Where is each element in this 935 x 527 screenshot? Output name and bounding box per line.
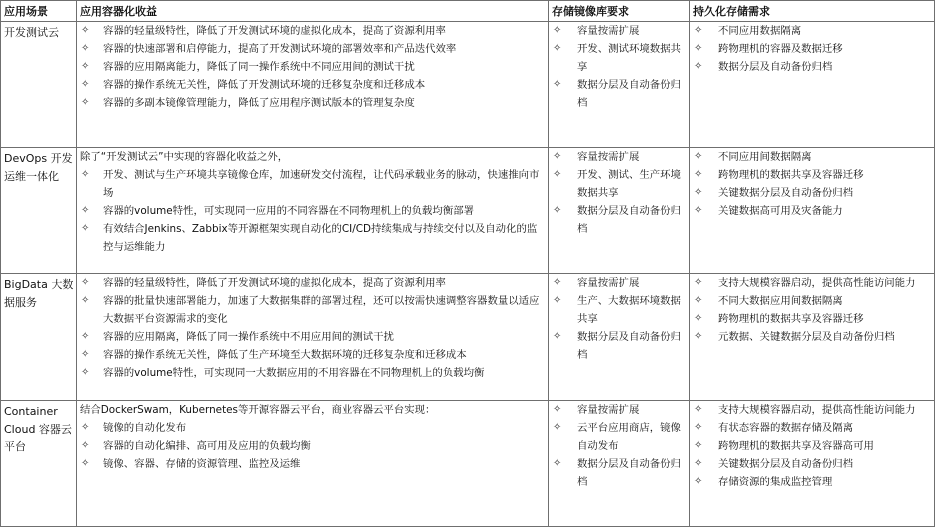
bullet-diamond-icon: ✧ bbox=[81, 422, 90, 433]
list-item-text: 数据分层及自动备份归档 bbox=[577, 458, 681, 488]
list-item bbox=[693, 22, 932, 40]
bullet-diamond-icon: ✧ bbox=[81, 458, 90, 469]
list-item bbox=[693, 401, 932, 419]
list-item-text: 数据分层及自动备份归档 bbox=[577, 331, 681, 361]
list-item-text: 存储资源的集成监控管理 bbox=[718, 476, 833, 488]
storage-cell bbox=[549, 22, 690, 148]
header-row bbox=[1, 1, 935, 22]
list-item bbox=[552, 328, 687, 364]
list-item bbox=[552, 292, 687, 328]
persist-cell bbox=[690, 401, 935, 527]
bullet-diamond-icon: ✧ bbox=[81, 61, 90, 72]
bullet-diamond-icon: ✧ bbox=[694, 151, 703, 162]
benefit-list bbox=[80, 166, 546, 256]
scene-cell: DevOps 开发运维一体化 bbox=[1, 148, 77, 274]
bullet-diamond-icon: ✧ bbox=[81, 223, 90, 234]
persist-cell bbox=[690, 148, 935, 274]
benefit-list bbox=[80, 419, 546, 473]
benefit-list bbox=[80, 274, 546, 382]
bullet-diamond-icon: ✧ bbox=[694, 476, 703, 487]
scene-cell: Container Cloud 容器云平台 bbox=[1, 401, 77, 527]
storage-list bbox=[552, 22, 687, 112]
benefit-cell bbox=[77, 274, 549, 401]
bullet-diamond-icon: ✧ bbox=[694, 440, 703, 451]
table-row bbox=[1, 148, 935, 274]
bullet-diamond-icon: ✧ bbox=[694, 205, 703, 216]
bullet-diamond-icon: ✧ bbox=[694, 187, 703, 198]
list-item-text: 容量按需扩展 bbox=[577, 277, 640, 289]
bullet-diamond-icon: ✧ bbox=[553, 404, 562, 415]
list-item-text: 关键数据分层及自动备份归档 bbox=[718, 458, 854, 470]
list-item bbox=[693, 202, 932, 220]
persist-list bbox=[693, 148, 932, 220]
storage-list bbox=[552, 274, 687, 364]
list-item-text: 开发、测试环境数据共享 bbox=[577, 43, 681, 73]
benefit-cell bbox=[77, 401, 549, 527]
list-item-text: 容量按需扩展 bbox=[577, 25, 640, 37]
list-item bbox=[552, 22, 687, 40]
list-item bbox=[693, 328, 932, 346]
bullet-diamond-icon: ✧ bbox=[553, 422, 562, 433]
bullet-diamond-icon: ✧ bbox=[553, 458, 562, 469]
list-item-text: 不同应用数据隔离 bbox=[718, 25, 802, 37]
header-scene: 应用场景 bbox=[1, 1, 77, 22]
list-item bbox=[552, 401, 687, 419]
list-item-text: 容器的操作系统无关性，降低了生产环境至大数据环境的迁移复杂度和迁移成本 bbox=[103, 349, 467, 361]
benefit-intro: 结合DockerSwam，Kubernetes等开源容器云平台，商业容器云平台实现： bbox=[80, 404, 436, 416]
bullet-diamond-icon: ✧ bbox=[81, 331, 90, 342]
list-item bbox=[552, 274, 687, 292]
list-item bbox=[80, 328, 546, 346]
bullet-diamond-icon: ✧ bbox=[553, 295, 562, 306]
list-item-text: 容器的自动化编排、高可用及应用的负载均衡 bbox=[103, 440, 311, 452]
storage-cell bbox=[549, 274, 690, 401]
header-storage: 存储镜像库要求 bbox=[549, 1, 690, 22]
bullet-diamond-icon: ✧ bbox=[694, 295, 703, 306]
list-item bbox=[552, 40, 687, 76]
bullet-diamond-icon: ✧ bbox=[553, 151, 562, 162]
bullet-diamond-icon: ✧ bbox=[553, 79, 562, 90]
bullet-diamond-icon: ✧ bbox=[81, 367, 90, 378]
header-benefit: 应用容器化收益 bbox=[77, 1, 549, 22]
bullet-diamond-icon: ✧ bbox=[694, 422, 703, 433]
storage-list bbox=[552, 148, 687, 238]
bullet-diamond-icon: ✧ bbox=[553, 25, 562, 36]
storage-list bbox=[552, 401, 687, 491]
bullet-diamond-icon: ✧ bbox=[694, 313, 703, 324]
persist-cell bbox=[690, 22, 935, 148]
list-item bbox=[693, 166, 932, 184]
list-item-text: 数据分层及自动备份归档 bbox=[718, 61, 833, 73]
list-item bbox=[693, 455, 932, 473]
list-item-text: 容器的快速部署和启停能力，提高了开发测试环境的部署效率和产品迭代效率 bbox=[103, 43, 457, 55]
bullet-diamond-icon: ✧ bbox=[81, 440, 90, 451]
list-item bbox=[693, 419, 932, 437]
benefit-list bbox=[80, 22, 546, 112]
list-item-text: 开发、测试与生产环境共享镜像仓库，加速研发交付流程，让代码承载业务的脉动，快速推向市场 bbox=[103, 169, 540, 199]
list-item-text: 容量按需扩展 bbox=[577, 151, 640, 163]
list-item-text: 容器的应用隔离能力，降低了同一操作系统中不同应用间的测试干扰 bbox=[103, 61, 415, 73]
list-item-text: 有效结合Jenkins、Zabbix等开源框架实现自动化的CI/CD持续集成与持续交付以及自动化的监控与运维能力 bbox=[103, 223, 538, 253]
header-persist: 持久化存储需求 bbox=[690, 1, 935, 22]
list-item-text: 容量按需扩展 bbox=[577, 404, 640, 416]
list-item bbox=[80, 292, 546, 328]
benefit-intro: 除了“开发测试云”中实现的容器化收益之外， bbox=[80, 151, 289, 163]
list-item-text: 开发、测试、生产环境数据共享 bbox=[577, 169, 681, 199]
list-item-text: 跨物理机的数据共享及容器迁移 bbox=[718, 169, 864, 181]
list-item bbox=[80, 94, 546, 112]
list-item-text: 跨物理机的数据共享及容器迁移 bbox=[718, 313, 864, 325]
list-item bbox=[552, 419, 687, 455]
bullet-diamond-icon: ✧ bbox=[694, 404, 703, 415]
list-item bbox=[552, 76, 687, 112]
bullet-diamond-icon: ✧ bbox=[694, 61, 703, 72]
list-item-text: 关键数据分层及自动备份归档 bbox=[718, 187, 854, 199]
list-item-text: 云平台应用商店，镜像自动发布 bbox=[577, 422, 681, 452]
list-item-text: 容器的应用隔离，降低了同一操作系统中不用应用间的测试干扰 bbox=[103, 331, 394, 343]
list-item bbox=[552, 455, 687, 491]
bullet-diamond-icon: ✧ bbox=[553, 205, 562, 216]
list-item bbox=[693, 437, 932, 455]
list-item-text: 不同应用间数据隔离 bbox=[718, 151, 812, 163]
list-item bbox=[80, 364, 546, 382]
list-item bbox=[552, 148, 687, 166]
persist-list bbox=[693, 274, 932, 346]
list-item bbox=[693, 40, 932, 58]
bullet-diamond-icon: ✧ bbox=[553, 331, 562, 342]
bullet-diamond-icon: ✧ bbox=[553, 169, 562, 180]
list-item-text: 容器的volume特性，可实现同一应用的不同容器在不同物理机上的负载均衡部署 bbox=[103, 205, 474, 217]
storage-cell bbox=[549, 148, 690, 274]
list-item-text: 支持大规模容器启动，提供高性能访问能力 bbox=[718, 404, 916, 416]
bullet-diamond-icon: ✧ bbox=[553, 277, 562, 288]
list-item bbox=[80, 274, 546, 292]
list-item bbox=[80, 455, 546, 473]
bullet-diamond-icon: ✧ bbox=[694, 25, 703, 36]
list-item bbox=[693, 292, 932, 310]
list-item-text: 元数据、关键数据分层及自动备份归档 bbox=[718, 331, 895, 343]
list-item-text: 不同大数据应用间数据隔离 bbox=[718, 295, 843, 307]
list-item-text: 容器的操作系统无关性，降低了开发测试环境的迁移复杂度和迁移成本 bbox=[103, 79, 426, 91]
table-row bbox=[1, 274, 935, 401]
list-item bbox=[80, 346, 546, 364]
list-item bbox=[693, 148, 932, 166]
list-item bbox=[552, 202, 687, 238]
bullet-diamond-icon: ✧ bbox=[694, 43, 703, 54]
list-item bbox=[552, 166, 687, 202]
bullet-diamond-icon: ✧ bbox=[81, 97, 90, 108]
list-item bbox=[80, 76, 546, 94]
persist-list bbox=[693, 401, 932, 491]
list-item-text: 支持大规模容器启动，提供高性能访问能力 bbox=[718, 277, 916, 289]
table-row bbox=[1, 22, 935, 148]
benefit-cell bbox=[77, 148, 549, 274]
list-item-text: 跨物理机的容器及数据迁移 bbox=[718, 43, 843, 55]
scene-cell: 开发测试云 bbox=[1, 22, 77, 148]
list-item-text: 容器的批量快速部署能力，加速了大数据集群的部署过程，还可以按需快速调整容器数量以适应大数据平台资源需求的变化 bbox=[103, 295, 540, 325]
bullet-diamond-icon: ✧ bbox=[81, 277, 90, 288]
bullet-diamond-icon: ✧ bbox=[81, 295, 90, 306]
list-item-text: 生产、大数据环境数据共享 bbox=[577, 295, 681, 325]
list-item-text: 数据分层及自动备份归档 bbox=[577, 205, 681, 235]
list-item bbox=[80, 220, 546, 256]
list-item bbox=[693, 310, 932, 328]
list-item bbox=[80, 202, 546, 220]
bullet-diamond-icon: ✧ bbox=[81, 205, 90, 216]
list-item bbox=[80, 166, 546, 202]
bullet-diamond-icon: ✧ bbox=[694, 458, 703, 469]
list-item-text: 容器的volume特性，可实现同一大数据应用的不用容器在不同物理机上的负载均衡 bbox=[103, 367, 485, 379]
list-item-text: 关键数据高可用及灾备能力 bbox=[718, 205, 843, 217]
list-item bbox=[80, 419, 546, 437]
bullet-diamond-icon: ✧ bbox=[553, 43, 562, 54]
table-body bbox=[1, 22, 935, 527]
list-item-text: 有状态容器的数据存储及隔离 bbox=[718, 422, 854, 434]
bullet-diamond-icon: ✧ bbox=[81, 43, 90, 54]
list-item-text: 镜像、容器、存储的资源管理、监控及运维 bbox=[103, 458, 301, 470]
persist-cell bbox=[690, 274, 935, 401]
list-item bbox=[693, 58, 932, 76]
bullet-diamond-icon: ✧ bbox=[81, 79, 90, 90]
bullet-diamond-icon: ✧ bbox=[81, 25, 90, 36]
bullet-diamond-icon: ✧ bbox=[694, 169, 703, 180]
bullet-diamond-icon: ✧ bbox=[81, 169, 90, 180]
list-item bbox=[80, 40, 546, 58]
bullet-diamond-icon: ✧ bbox=[694, 277, 703, 288]
list-item-text: 数据分层及自动备份归档 bbox=[577, 79, 681, 109]
list-item-text: 跨物理机的数据共享及容器高可用 bbox=[718, 440, 874, 452]
benefit-cell bbox=[77, 22, 549, 148]
scene-cell: BigData 大数据服务 bbox=[1, 274, 77, 401]
persist-list bbox=[693, 22, 932, 76]
list-item-text: 容器的轻量级特性，降低了开发测试环境的虚拟化成本，提高了资源利用率 bbox=[103, 277, 446, 289]
bullet-diamond-icon: ✧ bbox=[81, 349, 90, 360]
list-item bbox=[693, 473, 932, 491]
list-item-text: 镜像的自动化发布 bbox=[103, 422, 187, 434]
list-item bbox=[80, 437, 546, 455]
list-item-text: 容器的多副本镜像管理能力，降低了应用程序测试版本的管理复杂度 bbox=[103, 97, 415, 109]
list-item bbox=[80, 22, 546, 40]
storage-cell bbox=[549, 401, 690, 527]
bullet-diamond-icon: ✧ bbox=[694, 331, 703, 342]
list-item bbox=[693, 274, 932, 292]
list-item bbox=[693, 184, 932, 202]
table-row bbox=[1, 401, 935, 527]
list-item bbox=[80, 58, 546, 76]
list-item-text: 容器的轻量级特性，降低了开发测试环境的虚拟化成本，提高了资源利用率 bbox=[103, 25, 446, 37]
